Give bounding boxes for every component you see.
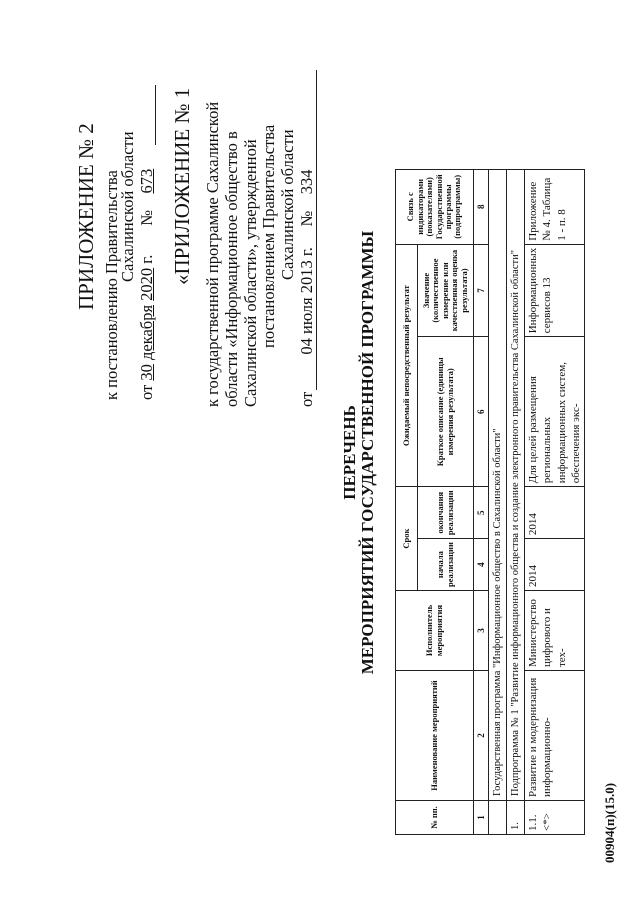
col-number: 4 [474, 539, 489, 591]
row-end: 2014 [525, 487, 585, 539]
appendix1-line-4: постановлением Правительства [259, 124, 278, 348]
header-term-start: начала реализации [418, 539, 474, 591]
appendix1-date-line [297, 170, 317, 407]
date-year: 2020 [137, 267, 156, 301]
col-number: 8 [474, 169, 489, 244]
header-term-end: окончания реализации [418, 487, 474, 539]
header-result-desc: Краткое описание (единицы измерения результата) [418, 337, 474, 487]
list-heading: ПЕРЕЧЕНЬ [340, 405, 359, 500]
col-number: 1 [474, 801, 489, 835]
date-month: декабря [137, 304, 156, 360]
list-subheading: МЕРОПРИЯТИЙ ГОСУДАРСТВЕННОЙ ПРОГРАММЫ [358, 230, 377, 675]
header-executor: Исполнитель мероприятия [396, 591, 474, 671]
appendix1-line-3: Сахалинской области», утвержденной [241, 139, 260, 407]
row-executor: Министерство цифрового и тех- [525, 591, 585, 671]
document-code: 00904(п)(15.0) [602, 782, 617, 863]
appendix1-date-prefix: от [297, 391, 316, 407]
col-number: 2 [474, 671, 489, 801]
appendix1-date-underline [316, 70, 317, 390]
date-prefix: от [137, 384, 156, 400]
appendix1-number: 334 [297, 169, 316, 195]
appendix1-title: «ПРИЛОЖЕНИЕ № 1 [170, 87, 194, 285]
header-result-value: Значение (количественное измерение или качественная оценка результата) [418, 244, 474, 337]
appendix1-line-1: к государственной программе Сахалинской [203, 101, 222, 407]
col-number: 7 [474, 244, 489, 337]
subprogram-row [507, 169, 525, 834]
appendix1-line-2: области «Информационное общество в [222, 131, 241, 407]
appendix1-date: 04 июля 2013 г. [297, 247, 316, 355]
decree-number: 673 [137, 168, 156, 194]
number-underline [155, 85, 156, 145]
row-start: 2014 [525, 539, 585, 591]
row-link: Приложение № 4. Таблица 1 - п. 8 [525, 169, 585, 244]
date-g: г. [137, 254, 156, 264]
row-num: 1.1. <*> [525, 801, 585, 835]
header-result: Ожидаемый непосредственный результат [396, 244, 418, 487]
number-sign: № [137, 210, 156, 226]
header-term: Срок [396, 487, 418, 591]
subprogram-num: 1. [507, 801, 525, 835]
row-value: Информационных сервисов 13 [525, 244, 585, 337]
table-row [525, 169, 585, 834]
appendix-title: ПРИЛОЖЕНИЕ № 2 [74, 123, 98, 310]
col-number: 3 [474, 591, 489, 671]
column-number-row [474, 169, 489, 834]
appendix-line-2: Сахалинской области [118, 131, 137, 282]
col-number: 5 [474, 487, 489, 539]
appendix1-line-5: Сахалинской области [278, 129, 297, 280]
subprogram-title: Подпрограмма № 1 "Развитие информационного общества и создание электронного правительства Сахалинской области" [507, 169, 525, 800]
measures-table [395, 169, 585, 835]
header-row-1 [396, 169, 418, 834]
col-number: 6 [474, 337, 489, 487]
appendix-date-line [137, 169, 157, 400]
appendix-line-1: к постановлению Правительства [102, 170, 121, 400]
program-title: Государственная программа "Информационное общество в Сахалинской области" [489, 169, 507, 800]
date-day: 30 [137, 364, 156, 381]
header-link: Связь с индикаторами (показателями) Государственной программы (подпрограммы) [396, 169, 474, 244]
row-desc: Для целей размещения региональных информационных систем, обеспечения экс- [525, 337, 585, 487]
header-name: Наименование мероприятий [396, 671, 474, 801]
row-name: Развитие и модернизация информационно- [525, 671, 585, 801]
program-row [489, 169, 507, 834]
appendix1-number-sign: № [297, 210, 316, 227]
header-num: № пп. [396, 801, 474, 835]
